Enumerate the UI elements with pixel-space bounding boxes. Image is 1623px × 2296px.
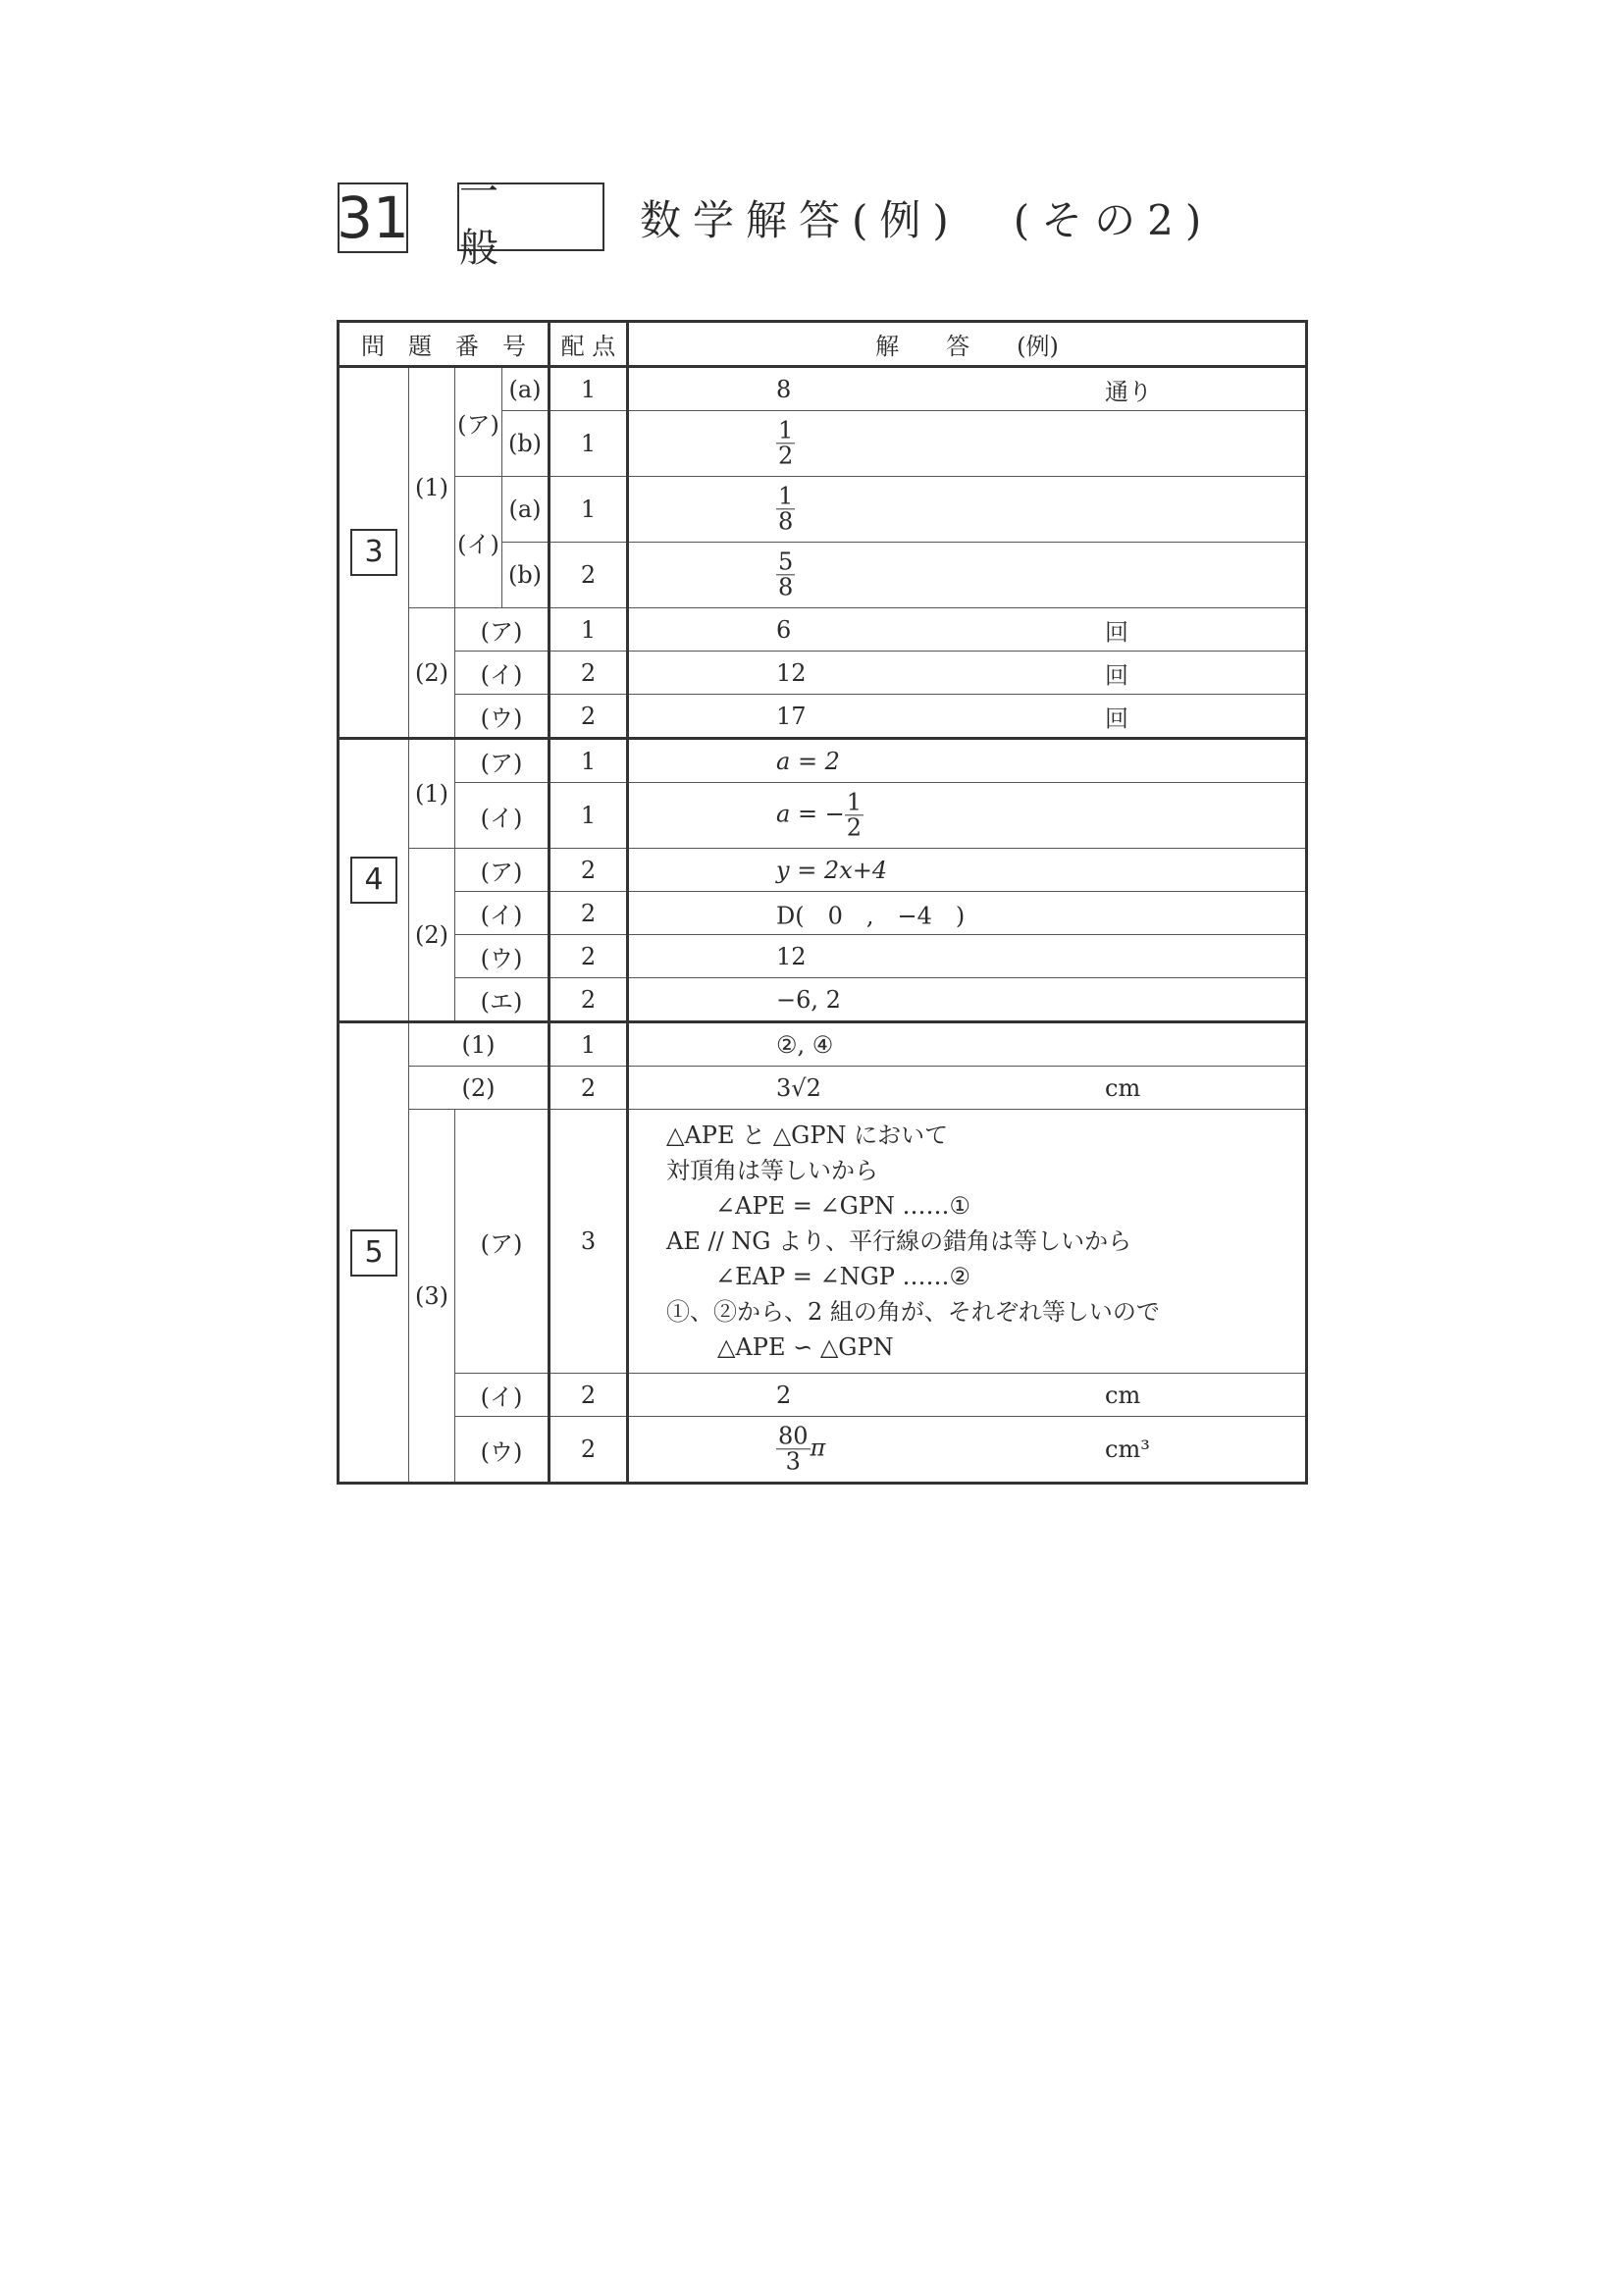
- answer-value: [776, 790, 864, 840]
- points-cell: 2: [550, 892, 628, 935]
- points-cell: 1: [550, 411, 628, 477]
- fraction-numerator: 1: [778, 482, 794, 510]
- fraction: [845, 790, 864, 840]
- fraction-denominator: 8: [778, 573, 794, 601]
- item-label: (a): [502, 367, 550, 411]
- answer-cell: [628, 783, 1307, 849]
- answer-value: D( 0 , −4 ): [776, 902, 966, 929]
- points-cell: 2: [550, 935, 628, 978]
- question-4-cell: [339, 739, 409, 1022]
- answer-cell: [628, 935, 1307, 978]
- answer-cell: [628, 411, 1307, 477]
- fraction: [776, 484, 795, 534]
- answer-unit: cm: [1105, 1381, 1141, 1409]
- answer-value: [776, 484, 795, 534]
- proof-line: ∠EAP = ∠NGP ……②: [715, 1263, 971, 1290]
- question-3-label: 3: [350, 529, 397, 576]
- item-label: (b): [502, 543, 550, 608]
- answer-cell: [628, 978, 1307, 1022]
- points-cell: 2: [550, 543, 628, 608]
- proof-cell: [628, 1110, 1307, 1374]
- answer-cell: [628, 652, 1307, 695]
- answer-value: ②, ④: [776, 1030, 834, 1059]
- answer-cell: [628, 695, 1307, 739]
- exam-number-box: [338, 183, 408, 253]
- table-row: [339, 1067, 1307, 1110]
- subquestion-label: (2): [409, 1067, 550, 1110]
- answer-cell: [628, 543, 1307, 608]
- part-label: (ア): [455, 739, 550, 783]
- header-answer: 解 答 (例): [628, 322, 1307, 367]
- answer-unit: cm: [1105, 1073, 1141, 1102]
- part-label: (エ): [455, 978, 550, 1022]
- points-cell: 2: [550, 695, 628, 739]
- answer-cell: [628, 1374, 1307, 1417]
- subquestion-label: (1): [409, 367, 455, 608]
- subquestion-label: (2): [409, 849, 455, 1022]
- answer-unit: cm³: [1105, 1435, 1150, 1463]
- points-cell: 2: [550, 1417, 628, 1484]
- question-5-cell: [339, 1022, 409, 1484]
- fraction: [776, 549, 795, 600]
- proof-line: ①、②から、2 組の角が、それぞれ等しいので: [666, 1298, 1160, 1326]
- table-row: [339, 1110, 1307, 1374]
- answer-cell: [628, 739, 1307, 783]
- table-row: [339, 935, 1307, 978]
- header-question-number: 問 題 番 号: [339, 322, 550, 367]
- answer-cell: [628, 1417, 1307, 1484]
- table-row: [339, 477, 1307, 543]
- answer-cell: [628, 1067, 1307, 1110]
- answer-prefix: a = −: [776, 800, 845, 828]
- fraction-numerator: 80: [778, 1422, 809, 1450]
- question-3-cell: [339, 367, 409, 739]
- part-label: (ア): [455, 1110, 550, 1374]
- exam-number: 31: [337, 184, 409, 251]
- proof-line: ∠APE = ∠GPN ……①: [715, 1192, 971, 1220]
- part-label: (ウ): [455, 695, 550, 739]
- answer-cell: [628, 477, 1307, 543]
- answer-value: −6, 2: [776, 985, 841, 1014]
- table-row: [339, 652, 1307, 695]
- answer-value: 6: [776, 615, 792, 644]
- answer-value: 8: [776, 375, 792, 403]
- points-cell: 1: [550, 608, 628, 652]
- table-row: [339, 978, 1307, 1022]
- subquestion-label: (3): [409, 1110, 455, 1484]
- fraction-denominator: 2: [778, 442, 794, 470]
- answer-unit: 回: [1105, 618, 1128, 646]
- answer-value: 3√2: [776, 1073, 821, 1102]
- points-cell: 1: [550, 367, 628, 411]
- fraction-denominator: 8: [778, 507, 794, 536]
- fraction-denominator: 3: [785, 1447, 801, 1476]
- part-label: (イ): [455, 477, 502, 608]
- points-cell: 2: [550, 849, 628, 892]
- fraction: [776, 1424, 811, 1474]
- answer-unit: 回: [1105, 661, 1128, 689]
- subquestion-label: (1): [409, 739, 455, 849]
- fraction-denominator: 2: [846, 813, 863, 842]
- points-cell: 2: [550, 1374, 628, 1417]
- category-box: [457, 170, 604, 271]
- answer-value: 12: [776, 658, 807, 687]
- table-row: [339, 783, 1307, 849]
- table-row: [339, 1022, 1307, 1067]
- proof-line: 対頂角は等しいから: [666, 1157, 878, 1184]
- proof-line: △APE と △GPN において: [666, 1122, 949, 1149]
- question-5-label: 5: [350, 1229, 397, 1277]
- answer-value: 2: [776, 1381, 792, 1409]
- answer-value: 17: [776, 702, 807, 730]
- part-label: (ア): [455, 849, 550, 892]
- part-label: (ウ): [455, 1417, 550, 1484]
- part-label: (イ): [455, 1374, 550, 1417]
- answer-value: 12: [776, 942, 807, 970]
- answer-value: a = 2: [776, 747, 840, 775]
- points-cell: 1: [550, 739, 628, 783]
- proof-text: [629, 1110, 1305, 1373]
- fraction: [776, 418, 795, 468]
- table-row: [339, 1417, 1307, 1484]
- fraction-numerator: 1: [846, 788, 863, 816]
- proof-line: AE // NG より、平行線の錯角は等しいから: [666, 1227, 1132, 1255]
- answer-suffix: π: [810, 1434, 826, 1462]
- table-row: [339, 892, 1307, 935]
- points-cell: 3: [550, 1110, 628, 1374]
- table-row: [339, 1374, 1307, 1417]
- answer-cell: [628, 1022, 1307, 1067]
- answer-value: [776, 1424, 825, 1474]
- item-label: (b): [502, 411, 550, 477]
- answer-cell: [628, 608, 1307, 652]
- subquestion-label: (2): [409, 608, 455, 739]
- answer-cell: [628, 367, 1307, 411]
- points-cell: 2: [550, 978, 628, 1022]
- part-label: (イ): [455, 652, 550, 695]
- fraction-numerator: 1: [778, 416, 794, 444]
- part-label: (イ): [455, 783, 550, 849]
- answer-cell: [628, 849, 1307, 892]
- table-header-row: [339, 322, 1307, 367]
- table-row: [339, 695, 1307, 739]
- question-4-label: 4: [350, 857, 397, 904]
- answer-value: y = 2x+4: [776, 856, 888, 884]
- points-cell: 2: [550, 1067, 628, 1110]
- table-row: [339, 739, 1307, 783]
- table-row: [339, 367, 1307, 411]
- points-cell: 2: [550, 652, 628, 695]
- part-label: (ウ): [455, 935, 550, 978]
- page-title: 数学解答(例) (その2): [640, 196, 1214, 244]
- table-row: [339, 849, 1307, 892]
- points-cell: 1: [550, 783, 628, 849]
- answer-value: [776, 549, 795, 600]
- part-label: (ア): [455, 608, 550, 652]
- points-cell: 1: [550, 1022, 628, 1067]
- item-label: (a): [502, 477, 550, 543]
- answer-value: [776, 418, 795, 468]
- answer-unit: 回: [1105, 704, 1128, 732]
- header-points: 配 点: [550, 322, 628, 367]
- answer-unit: 通り: [1105, 378, 1152, 405]
- proof-line: △APE ∽ △GPN: [717, 1333, 894, 1361]
- part-label: (ア): [455, 367, 502, 477]
- category-label: 一 般: [459, 170, 516, 271]
- points-cell: 1: [550, 477, 628, 543]
- subquestion-label: (1): [409, 1022, 550, 1067]
- answer-cell: [628, 892, 1307, 935]
- answer-table: [337, 320, 1308, 1485]
- table-row: [339, 608, 1307, 652]
- fraction-numerator: 5: [778, 548, 794, 576]
- part-label: (イ): [455, 892, 550, 935]
